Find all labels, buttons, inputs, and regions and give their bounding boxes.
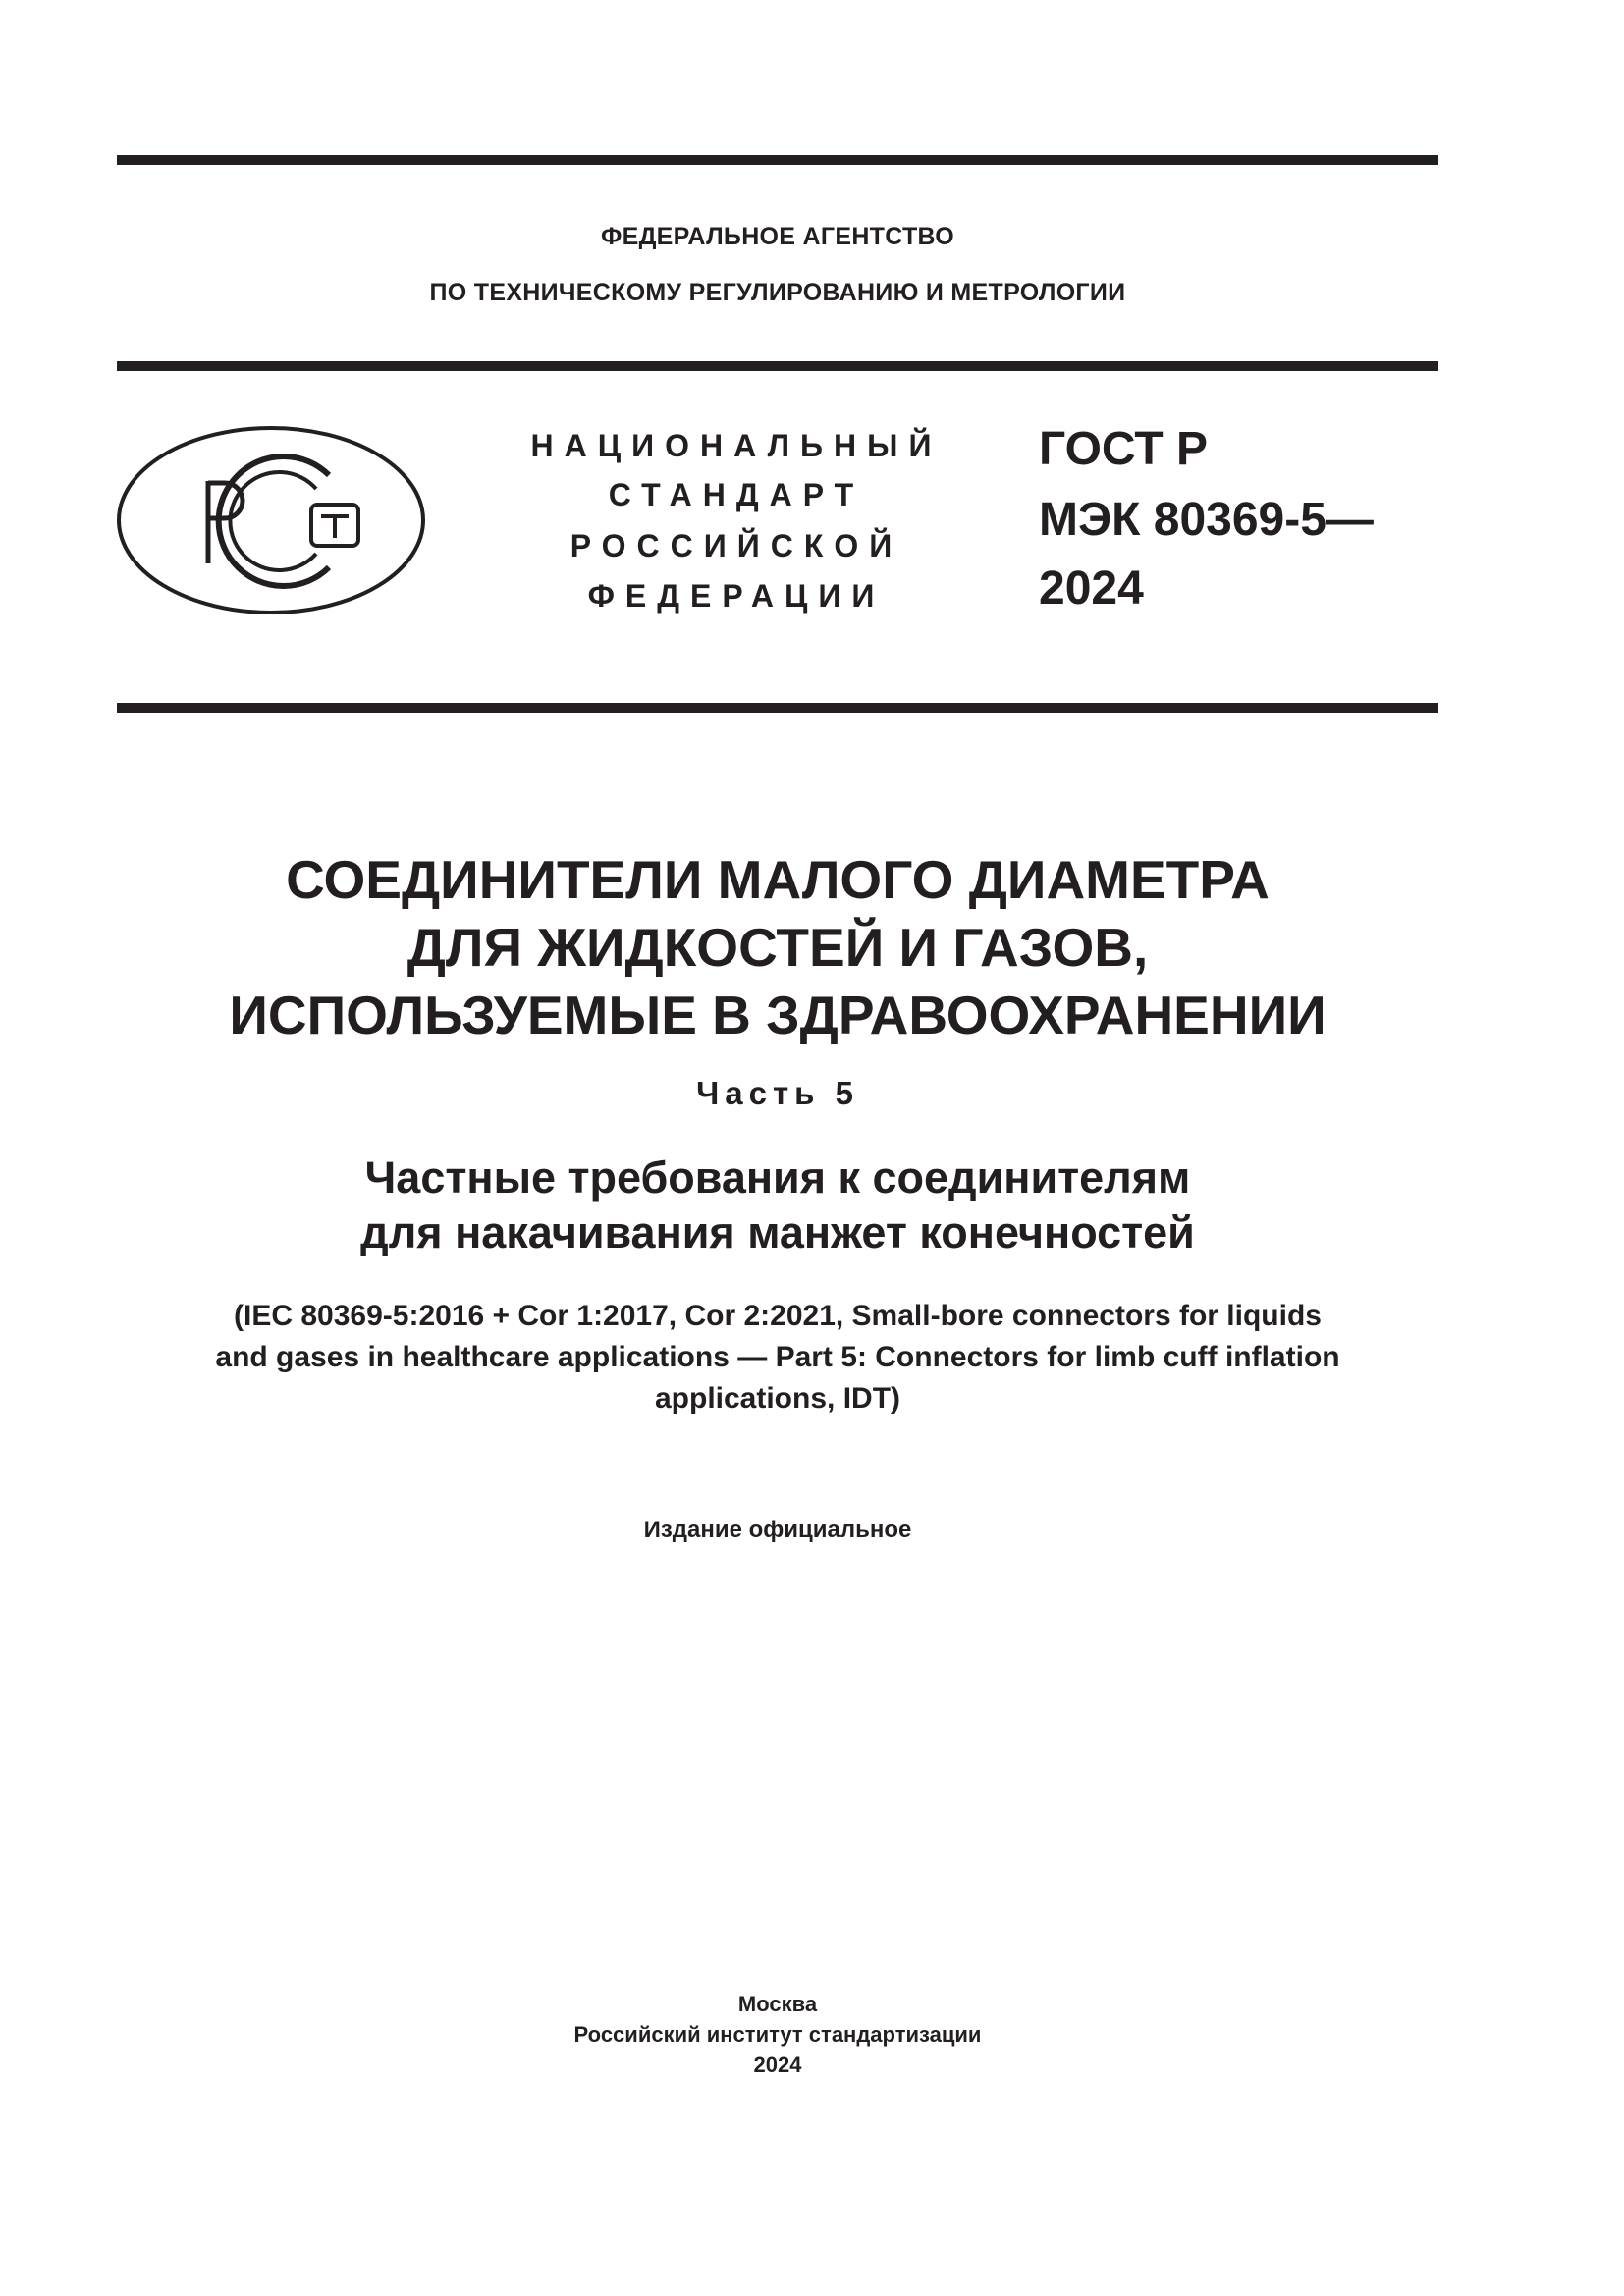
agency-line-1: ФЕДЕРАЛЬНОЕ АГЕНТСТВО [600, 223, 955, 250]
subtitle-line-1: Частные требования к соединителям [364, 1152, 1191, 1202]
header-rule [117, 361, 1438, 371]
title-line-1: СОЕДИНИТЕЛИ МАЛОГО ДИАМЕТРА [286, 849, 1270, 910]
designation-line-1: ГОСТ Р [1039, 423, 1209, 475]
designation-line-2: МЭК 80369-5— [1039, 494, 1374, 546]
iec-reference-line-1: (IEC 80369-5:2016 + Cor 1:2017, Cor 2:2021, Small-bore connectors for liquids [234, 1300, 1322, 1332]
part-label: Часть 5 [696, 1075, 859, 1111]
national-standard-line-2: СТАНДАРТ [608, 477, 865, 512]
iec-reference-line-2: and gases in healthcare applications — Part 5: Connectors for limb cuff inflation [215, 1341, 1340, 1373]
national-standard-line-4: ФЕДЕРАЦИИ [587, 578, 886, 614]
designation-rule [117, 703, 1438, 713]
imprint-year: 2024 [753, 2053, 802, 2077]
top-rule [117, 155, 1438, 165]
edition-note: Издание официальное [643, 1517, 912, 1543]
national-standard-line-3: РОССИЙСКОЙ [569, 528, 903, 563]
imprint-publisher: Российский институт стандартизации [573, 2022, 982, 2047]
subtitle-line-2: для накачивания манжет конечностей [360, 1207, 1195, 1257]
iec-reference-line-3: applications, IDT) [654, 1382, 901, 1415]
title-line-2: ДЛЯ ЖИДКОСТЕЙ И ГАЗОВ, [406, 917, 1149, 978]
rst-gost-logo [115, 424, 427, 616]
imprint-city: Москва [737, 1992, 818, 2016]
title-line-3: ИСПОЛЬЗУЕМЫЕ В ЗДРАВООХРАНЕНИИ [229, 985, 1326, 1045]
designation-line-3: 2024 [1039, 562, 1144, 614]
national-standard-line-1: НАЦИОНАЛЬНЫЙ [530, 428, 943, 463]
agency-line-2: ПО ТЕХНИЧЕСКОМУ РЕГУЛИРОВАНИЮ И МЕТРОЛОГИИ [429, 279, 1126, 306]
